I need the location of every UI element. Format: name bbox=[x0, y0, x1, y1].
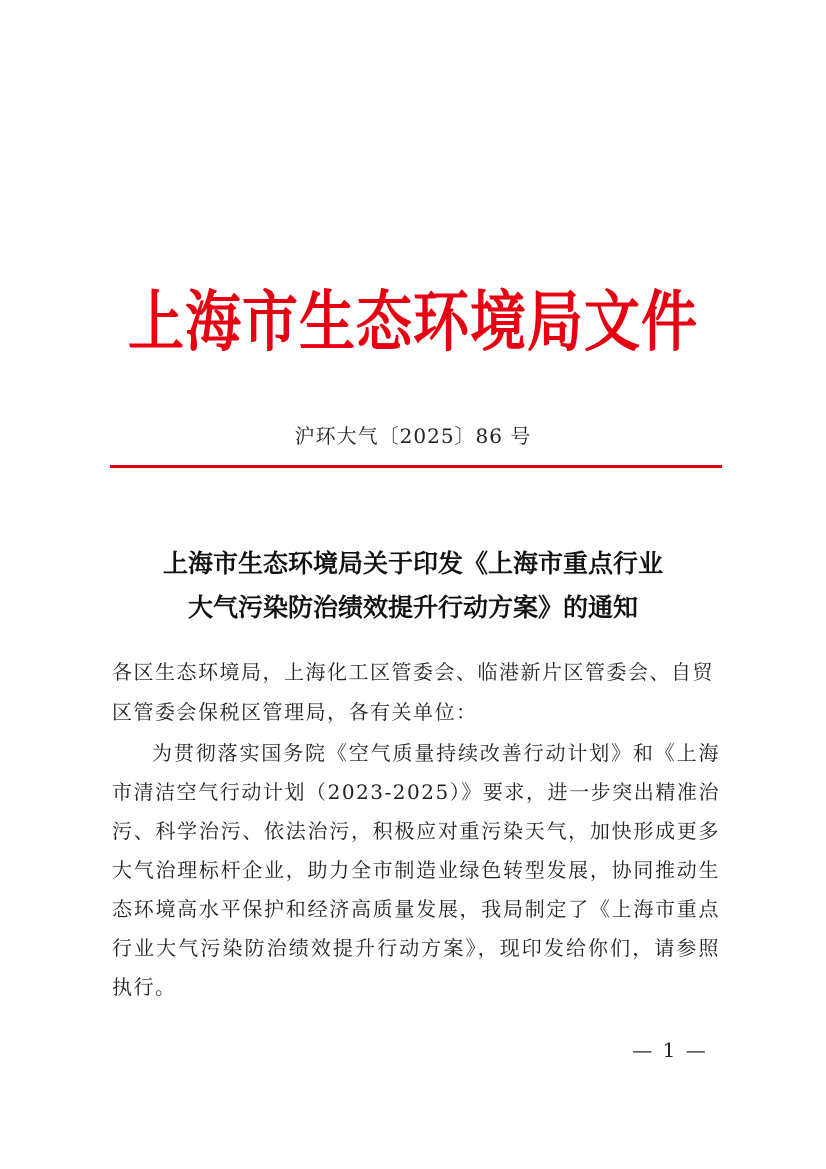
red-divider-line bbox=[110, 465, 722, 468]
body-paragraph: 为贯彻落实国务院《空气质量持续改善行动计划》和《上海市清洁空气行动计划（2023-2025）》要求，进一步突出精准治污、科学治污、依法治污，积极应对重污染天气，加快形成更多大气治理标杆企业，助力全市制造业绿色转型发展，协同推动生态环境高水平保护和经济高质量发展，我局制定了《上海市重点行业大气污染防治绩效提升行动方案》，现印发给你们，请参照执行。 bbox=[112, 741, 720, 999]
issuer-title: 上海市生态环境局文件 bbox=[128, 284, 698, 361]
document-number: 沪环大气〔2025〕86 号 bbox=[294, 424, 532, 448]
notice-title-line-2: 大气污染防治绩效提升行动方案》的通知 bbox=[187, 593, 638, 622]
notice-title-line-1: 上海市生态环境局关于印发《上海市重点行业 bbox=[162, 549, 663, 578]
page-number: — 1 — bbox=[632, 1038, 708, 1062]
notice-title bbox=[100, 542, 726, 630]
addressee-paragraph: 各区生态环境局，上海化工区管委会、临港新片区管委会、自贸区管委会保税区管理局，各有关单位： bbox=[112, 660, 714, 724]
